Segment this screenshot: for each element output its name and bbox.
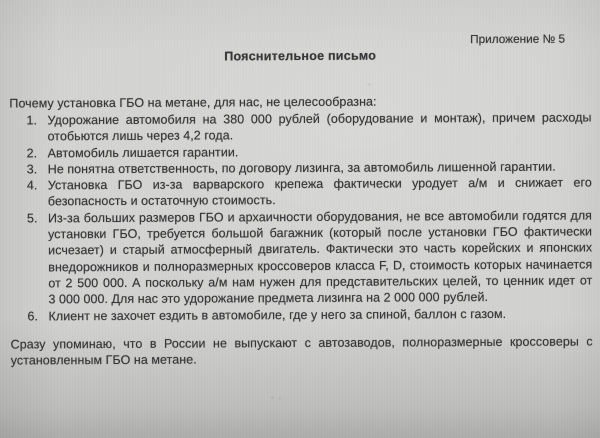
- list-item-text: Установка ГБО из-за варварского крепежа фактически уродует а/м и снижает его безопасность и остаточную стоимость.: [47, 175, 592, 209]
- list-item-text: Не понятна ответственность, по договору лизинга, за автомобиль лишенной гарантии.: [47, 159, 556, 177]
- document-title: Пояснительное письмо: [224, 48, 377, 64]
- appendix-label: Приложение № 5: [470, 31, 566, 47]
- list-item-text: Из-за больших размеров ГБО и архаичности оборудования, не все автомобили годятся для установки ГБО, требуется большой багажник (который после установки ГБО фактически исчезает) и старый атмосферный двигатель. Фактически это часть корейских и японских внедорожников и полноразмерных кроссоверов класса F, D, стоимость которых начинается от 2 500 000. А поскольку а/м нам нужен для представительских целей, то ценник идет от 3 000 000. Для нас это удорожание предмета лизинга на 2 000 000 рублей.: [47, 208, 593, 307]
- paper-smudge: [279, 398, 281, 399]
- list-item-text: Удорожание автомобиля на 380 000 рублей (оборудование и монтаж), причем расходы отобьются лишь через 4,2 года.: [47, 110, 592, 144]
- list-item-text: Клиент не захочет ездить в автомобиле, где у него за спиной, баллон с газом.: [48, 306, 507, 323]
- list-item: [10, 175, 592, 211]
- paper-smudge: [367, 84, 371, 85]
- list-item-number: 6.: [27, 308, 39, 323]
- list-item-number: 3.: [26, 162, 38, 177]
- list-item-text: Автомобиль лишается гарантии.: [47, 144, 239, 160]
- list-item: [9, 109, 591, 145]
- list-item: [10, 305, 592, 324]
- intro-line: Почему установка ГБО на метане, для нас, не целесообразна:: [9, 94, 377, 111]
- list-item-number: 4.: [26, 178, 38, 193]
- list-item: [10, 207, 593, 308]
- paper-smudge: [271, 397, 274, 398]
- numbered-list: [9, 109, 592, 324]
- list-item-number: 2.: [26, 145, 38, 161]
- closing-paragraph: Сразу упоминаю, что в России не выпускают с автозаводов, полноразмерные кроссоверы с установленным ГБО на метане.: [10, 334, 593, 368]
- list-item-number: 5.: [26, 211, 38, 226]
- list-item-number: 1.: [26, 113, 38, 128]
